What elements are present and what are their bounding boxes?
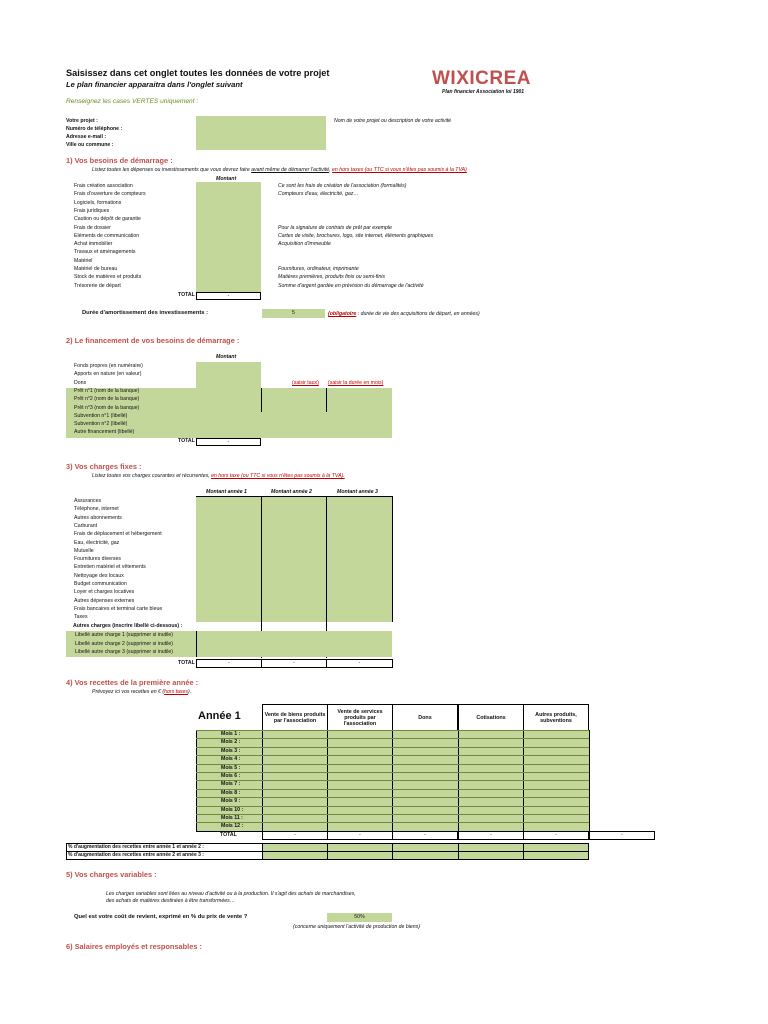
s3-row-label: Eau, électricité, gaz (74, 539, 120, 546)
s4-total-topline (196, 831, 262, 832)
s4-col-header: Vente de services produits par l'association (327, 704, 393, 731)
s4-total-cell: - (392, 831, 458, 840)
s3-row-label: Budget communication (74, 581, 127, 587)
s4-month-label: Mois 10 : (221, 806, 244, 813)
s3-intro-ht: en hors taxe (ou TTC si vous n'êtes pas soumis à la TVA). (211, 473, 345, 479)
s2-total-value: - (196, 438, 261, 446)
s4-total-cell: - (523, 831, 589, 840)
s4-month-label: Mois 1 : (221, 731, 241, 737)
s4-grid-vline (589, 730, 590, 831)
s3-row-label: Loyer et charges locatives (74, 589, 135, 596)
project-note: Nom de votre projet ou description de votre activité (334, 118, 452, 124)
s1-row-label: Caution ou dépôt de garantie (74, 216, 141, 223)
section-1-title: 1) Vos besoins de démarrage : (66, 156, 173, 165)
s1-row-label: Eléments de communication (74, 232, 140, 239)
s1-row-note: Matières premières, produits finis ou semi-finis (278, 274, 385, 281)
s2-row-label: Subvention n°2 (libellé) (74, 421, 128, 428)
logo-subtitle: Plan financier Association loi 1901 (442, 89, 525, 95)
s3-row-label: Autres abonnements (74, 514, 122, 521)
s2-row-label: Autre financement (libellé) (74, 429, 135, 436)
year-label: Année 1 (198, 710, 241, 722)
s3-other-row-label: Libellé autre charge 3 (supprimer si inutile) (75, 649, 174, 655)
s2-divider-1 (261, 388, 262, 412)
s1-row-label: Matériel de bureau (74, 266, 118, 272)
page-subtitle: Le plan financier apparaitra dans l'onglet suivant (66, 80, 243, 89)
s4-total-cell: - (262, 831, 328, 840)
s3-col-3: Montant année 3 (337, 489, 378, 495)
duree-note (328, 311, 480, 317)
s4-grid-hline (196, 755, 589, 756)
section-2-title: 2) Le financement de vos besoins de démarrage : (66, 336, 240, 345)
s4-month-label: Mois 7 : (221, 781, 241, 788)
s1-row-note: Acquisition d'immeuble (278, 241, 331, 248)
aug-label-2: % d'augmentation des recettes entre année 2 et année 3 : (66, 851, 263, 860)
s2-row-label: Dons (74, 379, 87, 386)
field-project: Votre projet : (66, 118, 98, 124)
intro-ht-note: en hors taxes (ou TTC si vous n'êtes pas soumis à la TVA) (332, 167, 467, 173)
intro-sep: , (329, 167, 333, 173)
s1-row-note: Pour la signature de contrats de prêt par exemple (278, 224, 392, 231)
field-city: Ville ou commune : (66, 142, 114, 148)
s2-row-label: Prêt n°3 (nom de la banque) (74, 404, 140, 411)
s2-row-label: Apports en nature (en valeur) (74, 371, 142, 378)
s3-row-label: Carburant (74, 522, 98, 529)
s4-month-label: Mois 11 : (221, 815, 243, 821)
s3-col-1: Montant année 1 (206, 489, 247, 495)
section-3-intro (92, 473, 345, 479)
s4-intro-a: Prévoyez ici vos recettes en € ( (92, 689, 165, 695)
s5-text-2: des achats de matières destinées à être transformées… (106, 898, 235, 904)
s1-row-note: Ce sont les frais de création de l'association (formalités) (278, 183, 407, 189)
duree-note-text: : durée de vie des acquisitions de départ, en années) (356, 311, 480, 317)
cout-revient-input[interactable]: 50% (327, 913, 392, 922)
s3-other-header: Autres charges (inscrire libellé ci-dessous) : (73, 623, 183, 629)
s3-top-line (196, 496, 392, 497)
s2-row-label: Fonds propres (en numéraire) (74, 363, 143, 369)
duree-obligatoire: (obligatoire (328, 311, 357, 317)
s4-total-cell: - (458, 831, 524, 840)
s1-row-label: Stock de matières et produits (74, 274, 142, 281)
s4-grid-hline (196, 789, 589, 790)
taux-hint: (saisir taux) (292, 380, 319, 386)
s4-month-label: Mois 8 : (221, 789, 241, 796)
s1-row-label: Frais création association (74, 183, 133, 189)
s2-total-label: TOTAL (178, 438, 195, 444)
s3-row-label: Frais de déplacement et hébergement (74, 531, 162, 538)
s3-row-label: Mutuelle (74, 547, 94, 554)
s4-month-label: Mois 12 : (221, 823, 244, 830)
s4-grid-hline (196, 780, 589, 781)
wixicrea-logo (432, 68, 544, 98)
s4-col-header: Cotisations (458, 704, 524, 731)
s2-divider-2 (326, 388, 327, 412)
s1-total-label: TOTAL (178, 292, 195, 298)
s3-total-2: - (261, 659, 327, 668)
s3-row-label: Taxes (74, 614, 88, 621)
aug-label-1: % d'augmentation des recettes entre année 1 et année 2 : (66, 843, 263, 852)
s2-row-label: Prêt n°2 (nom de la banque) (74, 396, 140, 403)
section-5-title: 5) Vos charges variables : (66, 870, 157, 879)
s4-col-header: Autres produits, subventions (523, 704, 589, 731)
s3-other-row-label: Libellé autre charge 1 (supprimer si inutile) (75, 632, 174, 638)
s5-text-1: Les charges variables sont liées au niveau d'activité ou à la production. Il s'agit des achats de marchandises, (106, 891, 356, 897)
s4-grid-hline (196, 797, 589, 798)
s3-other-row-label: Libellé autre charge 2 (supprimer si inutile) (75, 640, 174, 647)
s4-grid-hline (196, 738, 589, 739)
s3-row-label: Entretien matériel et vêtements (74, 564, 146, 571)
s1-row-label: Frais de dossier (74, 224, 111, 231)
duree-hint: (saisir la durée en mois) (328, 380, 384, 386)
s4-total-cell: - (327, 831, 393, 840)
s1-row-note: Fournitures, ordinateur, imprimante (278, 266, 359, 272)
s1-amount-inputs[interactable] (196, 182, 261, 292)
s4-month-label: Mois 6 : (221, 773, 241, 779)
s5-question: Quel est votre coût de revient, exprimé en % du prix de vente ? (74, 914, 248, 920)
s2-row-label: Prêt n°1 (nom de la banque) (74, 387, 140, 394)
s3-total-1: - (196, 659, 262, 668)
s2-col-montant: Montant (216, 354, 237, 360)
section-3-title: 3) Vos charges fixes : (66, 462, 142, 471)
s3-intro-part: Listez toutes vos charges courantes et récurrentes, (92, 473, 212, 479)
s3-amount-inputs[interactable] (196, 496, 392, 622)
s1-row-label: Frais d'ouverture de compteurs (74, 191, 146, 198)
identity-input-area[interactable] (196, 116, 326, 150)
s4-month-label: Mois 9 : (221, 798, 241, 805)
s1-row-label: Trésorerie de départ (74, 282, 121, 289)
duree-input[interactable]: 5 (262, 309, 325, 318)
field-phone: Numéro de téléphone : (66, 126, 123, 132)
section-4-title: 4) Vos recettes de la première année : (66, 678, 199, 687)
s1-row-label: Achat immobilier (74, 241, 113, 248)
s3-total-label: TOTAL (178, 660, 195, 666)
s4-month-label: Mois 3 : (221, 747, 241, 754)
s3-row-label: Téléphone, internet (74, 506, 119, 513)
s5-note: (concerne uniquement l'activité de production de biens) (293, 924, 421, 930)
s4-month-label: Mois 2 : (221, 739, 241, 746)
section-1-intro (92, 167, 467, 173)
s4-aug-hline (262, 851, 589, 852)
s4-grid-hline (196, 822, 589, 823)
s4-grid-hline (196, 814, 589, 815)
section-6-title: 6) Salaires employés et responsables : (66, 942, 202, 951)
s4-total-label: TOTAL (220, 832, 237, 838)
s3-row-label: Fournitures diverses (74, 556, 121, 563)
s1-row-label: Logiciels, formations (74, 199, 122, 206)
duree-label: Durée d'amortissement des investissements : (82, 310, 209, 316)
s3-row-label: Assurances (74, 498, 102, 504)
s2-row-label: Subvention n°1 (libellé) (74, 412, 128, 419)
s3-divider-3 (392, 496, 393, 622)
s1-row-label: Matériel (74, 257, 93, 264)
intro-underlined: avant même de démarrer l'activité (251, 167, 330, 173)
s1-total-value: - (196, 292, 261, 300)
s4-grid-hline (196, 730, 589, 731)
s2-own-funds-inputs[interactable] (196, 362, 261, 388)
instruction-text: Renseignez les cases VERTES uniquement : (66, 98, 199, 105)
s3-col-2: Montant année 2 (271, 489, 312, 495)
s4-intro-ht: hors taxes (164, 689, 189, 695)
s4-col-header: Vente de biens produits par l'association (262, 704, 328, 731)
s4-month-label: Mois 4 : (221, 756, 241, 763)
page-title: Saisissez dans cet onglet toutes les données de votre projet (66, 68, 330, 78)
logo-wordmark: WIXICREA (432, 68, 531, 89)
s4-month-label: Mois 5 : (221, 764, 241, 771)
s3-total-3: - (326, 659, 393, 668)
s4-total-cell: - (589, 831, 655, 840)
s3-row-label: Frais bancaires et terminal carte bleue (74, 605, 163, 612)
s1-row-note: Somme d'argent gardée en prévision du démarrage de l'activité (278, 282, 424, 289)
s1-row-label: Frais juridiques (74, 207, 110, 214)
section-4-intro (92, 689, 191, 695)
intro-part: Listez toutes les dépenses ou investissements que vous devrez faire (92, 167, 252, 173)
s3-row-label: Nettoyage des locaux (74, 572, 124, 579)
s1-row-note: Cartes de visite, brochures, logo, site internet, éléments graphiques (278, 232, 434, 239)
s1-col-montant: Montant (216, 176, 237, 182)
s4-grid-hline (196, 806, 589, 807)
s4-grid-hline (196, 764, 589, 765)
s3-row-label: Autres dépenses externes (74, 597, 135, 604)
field-email: Adresse e-mail : (66, 134, 107, 140)
s4-grid-hline (196, 772, 589, 773)
s4-col-header: Dons (392, 704, 458, 731)
s4-intro-c: ). (188, 689, 192, 695)
s1-row-note: Compteurs d'eau, électricité, gaz… (278, 191, 359, 198)
s1-row-label: Travaux et aménagements (74, 249, 136, 256)
s3-other-divider (196, 631, 197, 657)
s4-grid-hline (196, 747, 589, 748)
